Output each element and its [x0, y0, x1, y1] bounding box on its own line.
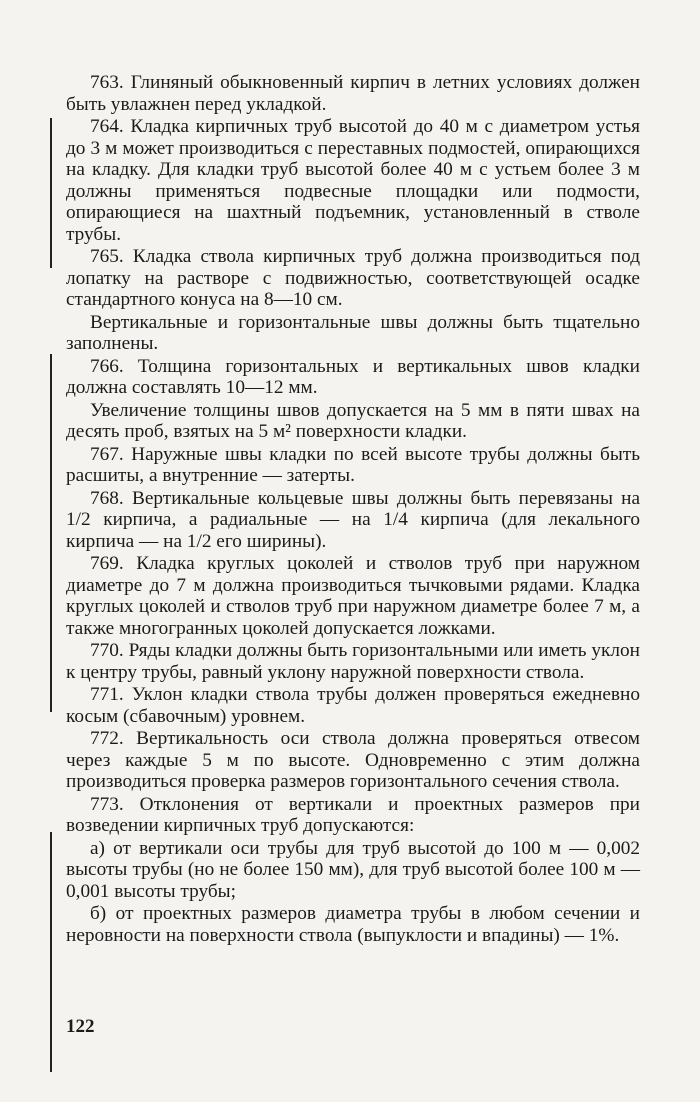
paragraph-764: 764. Кладка кирпичных труб высотой до 40 м с диаметром устья до 3 м может производиться с переставных подмостей, опирающихся на кладку. Для кладки труб высотой более 40 м с устьем более 3 м должны применяться подвесные площадки или подмости, опирающиеся на шахтный подъемник, установленный в стволе трубы.: [66, 116, 640, 245]
paragraph-769: 769. Кладка круглых цоколей и стволов труб при наружном диаметре до 7 м должна производиться тычковыми рядами. Кладка круглых цоколей и стволов труб при наружном диаметре более 7 м, а также многогранных цоколей допускается ложками.: [66, 553, 640, 639]
paragraph-767: 767. Наружные швы кладки по всей высоте трубы должны быть расшиты, а внутренние — затерты.: [66, 443, 640, 486]
margin-bar: [50, 118, 52, 268]
paragraph-766: 766. Толщина горизонтальных и вертикальных швов кладки должна составлять 10—12 мм.: [66, 355, 640, 398]
paragraph-765: 765. Кладка ствола кирпичных труб должна производиться под лопатку на растворе с подвижностью, соответствующей осадке стандартного конуса на 8—10 см.: [66, 246, 640, 310]
margin-bar: [50, 832, 52, 1072]
paragraph-773: 773. Отклонения от вертикали и проектных размеров при возведении кирпичных труб допускаются:: [66, 793, 640, 836]
paragraph-770: 770. Ряды кладки должны быть горизонтальными или иметь уклон к центру трубы, равный уклону наружной поверхности ствола.: [66, 640, 640, 683]
margin-bar: [50, 354, 52, 550]
paragraph-773-a: а) от вертикали оси трубы для труб высотой до 100 м — 0,002 высоты трубы (но не более 150 мм), для труб высотой более 100 м — 0,001 высоты трубы;: [66, 837, 640, 902]
margin-bar: [50, 542, 52, 712]
paragraph-772: 772. Вертикальность оси ствола должна проверяться отвесом через каждые 5 м по высоте. Одновременно с этим должна производиться проверка размеров горизонтального сечения ствола.: [66, 728, 640, 792]
paragraph-763: 763. Глиняный обыкновенный кирпич в летних условиях должен быть увлажнен перед укладкой.: [66, 72, 640, 115]
page-body: [66, 72, 640, 947]
page-number: 122: [66, 1016, 95, 1037]
paragraph-766-cont: Увеличение толщины швов допускается на 5 мм в пяти швах на десять проб, взятых на 5 м² поверхности кладки.: [66, 399, 640, 442]
paragraph-765-cont: Вертикальные и горизонтальные швы должны быть тщательно заполнены.: [66, 311, 640, 354]
paragraph-771: 771. Уклон кладки ствола трубы должен проверяться ежедневно косым (сбавочным) уровнем.: [66, 684, 640, 727]
paragraph-768: 768. Вертикальные кольцевые швы должны быть перевязаны на 1/2 кирпича, а радиальные — на 1/4 кирпича (для лекального кирпича — на 1/2 его ширины).: [66, 487, 640, 552]
paragraph-773-b: б) от проектных размеров диаметра трубы в любом сечении и неровности на поверхности ствола (выпуклости и впадины) — 1%.: [66, 903, 640, 946]
